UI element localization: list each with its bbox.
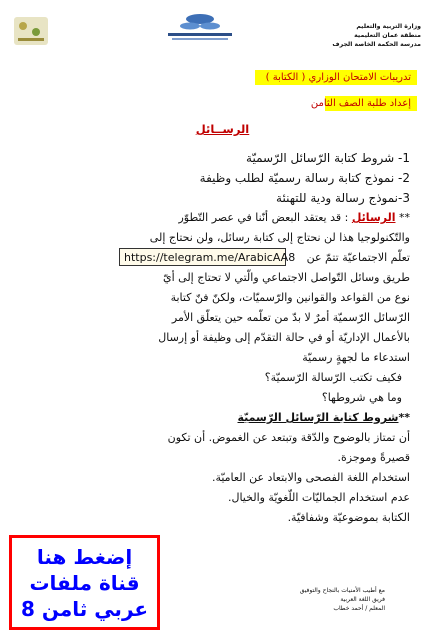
paragraph-line: أن تمتاز بالوضوح والدّقة وتبتعد عن الغموض. أن تكون xyxy=(167,431,410,444)
paragraph-line: استدعاء ما لجهةٍ رسميّة xyxy=(302,351,410,364)
header-line: منطقة عمان التعليمية xyxy=(354,32,421,39)
paragraph-line: ** الرسائل : قد يعتقد البعض أنّنا في عصر التّطوّر xyxy=(178,211,410,224)
subheading-line xyxy=(40,408,410,428)
document-body xyxy=(40,148,410,528)
signature-block xyxy=(265,586,385,613)
exam-title: تدريبات الامتحان الوزاري ( الكتابة ) xyxy=(255,70,417,85)
footer-line: المعلم / أحمد خطاب xyxy=(333,605,385,612)
link-tooltip[interactable]: https://telegram.me/ArabicAA8 xyxy=(119,248,286,266)
promo-line: إضغط هنا xyxy=(36,544,133,569)
question-line: فكيف تكتب الرّسالة الرّسميّة؟ xyxy=(264,371,402,384)
grade-title: إعداد طلبة الصف الثامن xyxy=(325,96,417,111)
paragraph-line: الكتابة بموضوعيّة وشفافيّة. xyxy=(287,511,410,524)
list-item: 1- شروط كتابة الرّسائل الرّسميّة xyxy=(246,151,410,165)
section-heading: الرســائل xyxy=(195,122,250,136)
paragraph-line: طريق وسائل التّواصل الاجتماعي والّتي لا تحتاج إلى أيّ xyxy=(163,271,410,284)
ministry-logo xyxy=(160,10,240,44)
question-line: وما هي شروطها؟ xyxy=(321,391,402,404)
header-line: وزارة التربية والتعليم xyxy=(356,23,421,30)
paragraph-line: استخدام اللغة الفصحى والابتعاد عن العاميّة. xyxy=(211,471,410,484)
ministry-header xyxy=(311,22,421,49)
paragraph-line: قصيرةً وموجزة. xyxy=(337,451,410,464)
paragraph-line: والتّكنولوجيا هذا لن نحتاج إلى كتابة رسائل، ولن نحتاج إلى xyxy=(149,231,410,244)
telegram-channel-button[interactable] xyxy=(9,535,160,630)
promo-line: عربي ثامن 8 xyxy=(20,596,149,621)
conditions-heading: شروط كتابة الرّسائل الرّسميّة xyxy=(237,411,399,424)
list-item: 3-نموذج رسالة ودية للتهنئة xyxy=(276,191,410,205)
paragraph-line: عدم استخدام الجماليّات اللّغويّة والخيال. xyxy=(227,491,410,504)
list-item: 2- نموذج كتابة رسالة رسميّة لطلب وظيفة xyxy=(199,171,410,185)
paragraph-line: الرّسائل الرّسميّة أمرٌ لا بدّ من تعلّمه حين يتعلّق الأمر xyxy=(171,311,410,324)
school-logo-left xyxy=(14,17,48,45)
footer-line: مع أطيب الأمنيات بالنجاح والتوفيق xyxy=(299,587,385,594)
paragraph-line: نوع من القواعد والقوانين والرّسميّات، ولكنّ فنّ كتابة xyxy=(170,291,410,304)
intro-text: قد يعتقد البعض أنّنا في عصر التّطوّر xyxy=(178,211,342,224)
intro-prefix: ** xyxy=(399,211,410,224)
header-line: مدرسة الحكمة الخاصة الجرف xyxy=(332,41,421,48)
promo-line: قناة ملفات xyxy=(29,570,140,595)
footer-line: فريق اللغة العربية xyxy=(340,596,385,603)
paragraph-line: تعلّم الاجتماعيّة تتمّ عن xyxy=(306,251,410,264)
bold-prefix: ** xyxy=(398,411,410,424)
intro-label: الرسائل xyxy=(351,211,396,224)
paragraph-line: بالأعمال الإداريّة أو في حالة التقدّم إلى وظيفة أو إرسال xyxy=(158,331,410,344)
